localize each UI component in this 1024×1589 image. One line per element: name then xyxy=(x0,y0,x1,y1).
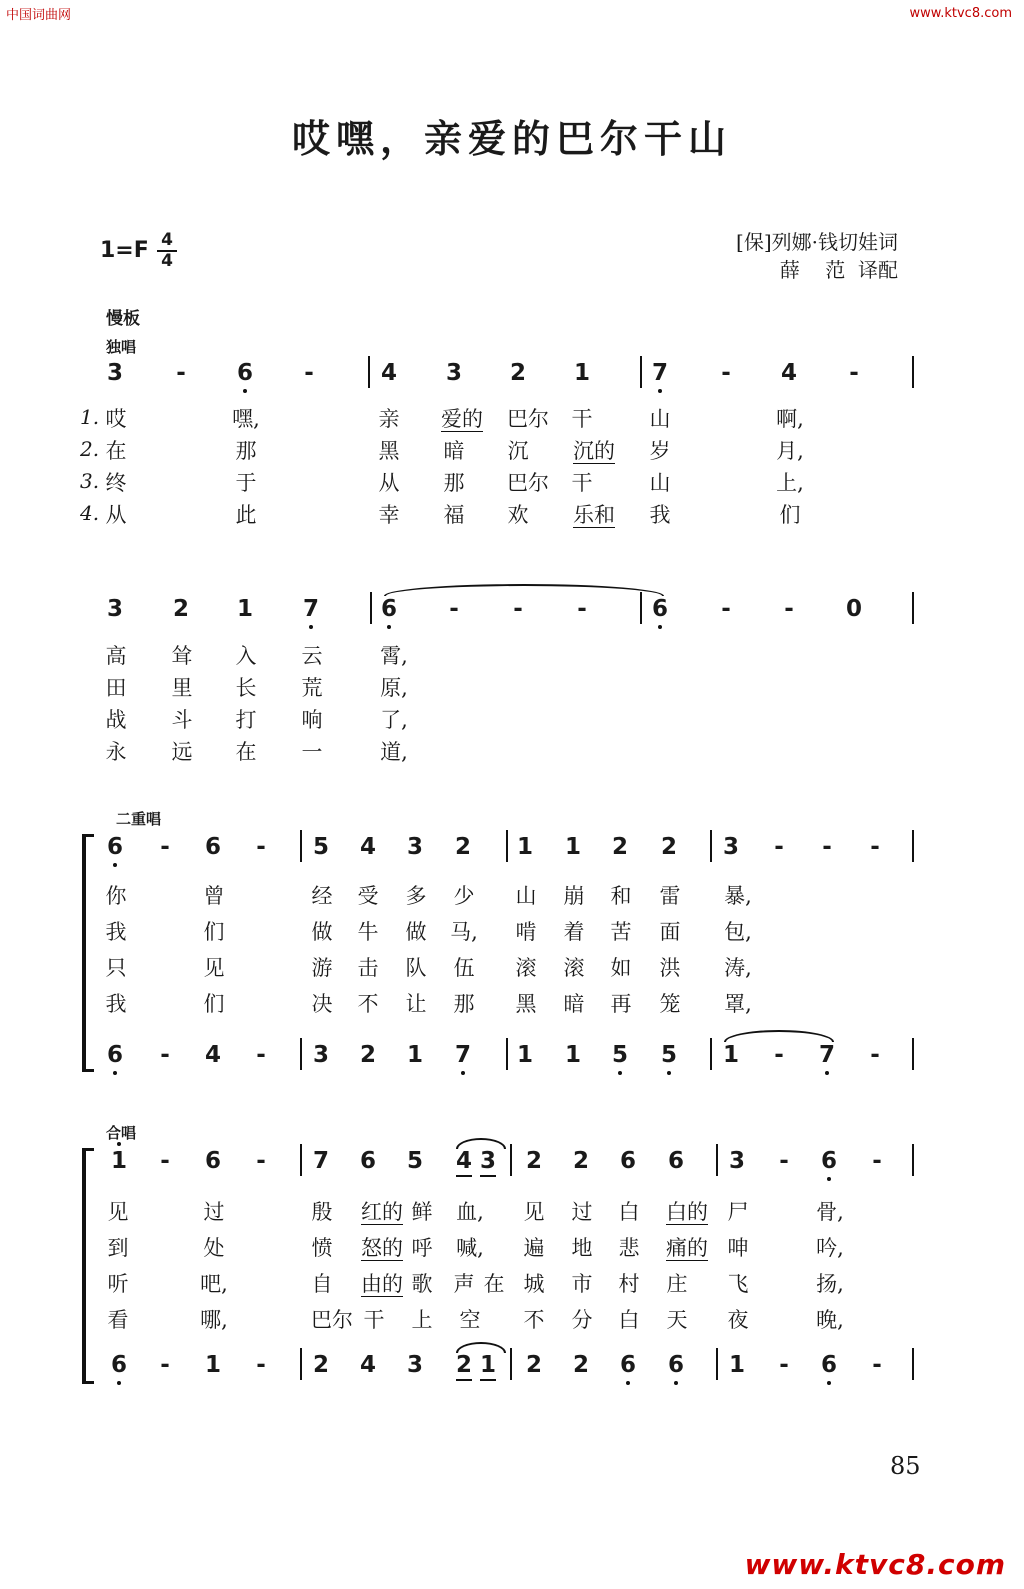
barline xyxy=(912,830,914,862)
note: 3 xyxy=(476,1146,500,1176)
note: 0 xyxy=(845,596,862,622)
barline xyxy=(710,830,712,862)
lyric: 荒 xyxy=(301,676,323,700)
lyric: 城 xyxy=(523,1272,545,1296)
lyric: 尸 xyxy=(727,1200,749,1224)
barline xyxy=(300,1038,302,1070)
barline xyxy=(640,356,642,388)
lyric: 做 xyxy=(311,920,333,944)
lyric: 在 xyxy=(235,740,257,764)
lyric: 面 xyxy=(659,920,681,944)
note: - xyxy=(784,596,794,622)
lyric: 幸 xyxy=(378,503,400,527)
note: 3 xyxy=(406,1352,423,1378)
note: - xyxy=(822,834,832,860)
note: - xyxy=(849,360,859,386)
barline xyxy=(510,1348,512,1380)
barline xyxy=(912,1038,914,1070)
lyric: 们 xyxy=(203,920,225,944)
note: 2 xyxy=(452,1350,476,1380)
note: - xyxy=(513,596,523,622)
lyric: 入 xyxy=(235,644,257,668)
lyric: 吟, xyxy=(816,1236,844,1260)
lyric: 见 xyxy=(107,1200,129,1224)
note: 2 xyxy=(525,1352,542,1378)
lyric: 道, xyxy=(380,740,408,764)
verse-number-2: 2. xyxy=(80,437,100,461)
duet-label: 二重唱 xyxy=(116,810,162,828)
lyric xyxy=(566,437,622,465)
lyric: 自 xyxy=(311,1272,333,1296)
note: - xyxy=(774,834,784,860)
lyric: 了, xyxy=(380,708,408,732)
page-number: 85 xyxy=(890,1452,921,1480)
brace-chorus xyxy=(82,1148,86,1384)
note: 4 xyxy=(780,360,797,386)
verse-number-1: 1. xyxy=(80,405,100,429)
note: 7 xyxy=(814,1040,840,1070)
lyric: 暗 xyxy=(563,992,585,1016)
lyric: 做 xyxy=(405,920,427,944)
lyric-text: 痛的 xyxy=(666,1236,708,1260)
credit-lyricist: [保]列娜·钱切娃词 xyxy=(736,230,898,254)
note: 6 xyxy=(204,1148,221,1174)
lyric: 声 xyxy=(453,1272,475,1296)
chorus-label: 合唱 xyxy=(106,1124,137,1142)
lyric: 扬, xyxy=(816,1272,844,1296)
lyric: 打 xyxy=(235,708,257,732)
lyric: 见 xyxy=(523,1200,545,1224)
lyric: 见 xyxy=(203,956,225,980)
lyric: 哪, xyxy=(200,1308,228,1332)
note: - xyxy=(160,834,170,860)
lyric: 嘿, xyxy=(232,407,260,431)
lyric: 巴尔 xyxy=(311,1308,353,1332)
note: 6 xyxy=(615,1350,641,1380)
lyric: 洪 xyxy=(659,956,681,980)
lyric: 让 xyxy=(405,992,427,1016)
lyric: 那 xyxy=(443,471,465,495)
notation-row-3-upper xyxy=(0,832,1024,862)
lyric: 骨, xyxy=(816,1200,844,1224)
note: 4 xyxy=(359,834,376,860)
notation-row-3-lower xyxy=(0,1040,1024,1070)
notation-row-4-lower xyxy=(0,1350,1024,1380)
barline xyxy=(912,1144,914,1176)
note: 5 xyxy=(312,834,329,860)
barline xyxy=(370,592,372,624)
note: 5 xyxy=(607,1040,633,1070)
lyric: 庄 xyxy=(666,1272,688,1296)
note: 2 xyxy=(525,1148,542,1174)
lyric: 那 xyxy=(235,439,257,463)
lyric: 血, xyxy=(456,1200,484,1224)
lyric xyxy=(659,1234,715,1262)
note: 6 xyxy=(102,1040,128,1070)
note: - xyxy=(721,360,731,386)
lyric: 呻 xyxy=(727,1236,749,1260)
lyric: 包, xyxy=(724,920,752,944)
lyric: 曾 xyxy=(203,884,225,908)
note: 6 xyxy=(106,1350,132,1380)
lyric: 队 xyxy=(405,956,427,980)
lyric: 们 xyxy=(779,503,801,527)
lyric: 岁 xyxy=(649,439,671,463)
note: 6 xyxy=(667,1148,684,1174)
note: 1 xyxy=(204,1352,221,1378)
note: - xyxy=(449,596,459,622)
lyric: 看 xyxy=(107,1308,129,1332)
lyric: 们 xyxy=(203,992,225,1016)
note: 5 xyxy=(406,1148,423,1174)
note: 1 xyxy=(728,1352,745,1378)
note: - xyxy=(160,1352,170,1378)
lyric: 上, xyxy=(776,471,804,495)
note: 3 xyxy=(312,1042,329,1068)
verse-number-4: 4. xyxy=(80,501,100,525)
lyric: 长 xyxy=(235,676,257,700)
lyric: 山 xyxy=(649,471,671,495)
note: 6 xyxy=(619,1148,636,1174)
barline xyxy=(912,592,914,624)
lyric: 伍 xyxy=(453,956,475,980)
lyric: 啃 xyxy=(515,920,537,944)
note: 1 xyxy=(573,360,590,386)
note: 4 xyxy=(359,1352,376,1378)
lyric: 罩, xyxy=(724,992,752,1016)
lyric: 从 xyxy=(105,503,127,527)
lyric: 晚, xyxy=(816,1308,844,1332)
lyric: 白 xyxy=(618,1308,640,1332)
lyric: 你 xyxy=(105,884,127,908)
time-bottom: 4 xyxy=(161,251,173,271)
lyric: 耸 xyxy=(171,644,193,668)
note: 2 xyxy=(660,834,677,860)
lyric xyxy=(566,501,622,529)
note: 2 xyxy=(509,360,526,386)
lyric: 苦 xyxy=(610,920,632,944)
lyric: 涛, xyxy=(724,956,752,980)
notation-row-1 xyxy=(0,358,1024,388)
lyric: 远 xyxy=(171,740,193,764)
lyric: 分 xyxy=(571,1308,593,1332)
lyric: 亲 xyxy=(378,407,400,431)
lyric: 处 xyxy=(203,1236,225,1260)
lyric: 哎 xyxy=(105,407,127,431)
lyric: 沉 xyxy=(507,439,529,463)
solo-label: 独唱 xyxy=(106,338,137,356)
note: 1 xyxy=(516,1042,533,1068)
note: 7 xyxy=(450,1040,476,1070)
lyric: 笼 xyxy=(659,992,681,1016)
lyric: 呼 xyxy=(411,1236,433,1260)
note: - xyxy=(256,1042,266,1068)
note: 3 xyxy=(106,360,123,386)
lyric: 滚 xyxy=(563,956,585,980)
note: - xyxy=(872,1352,882,1378)
lyric: 过 xyxy=(203,1200,225,1224)
note: - xyxy=(872,1148,882,1174)
note: 6 xyxy=(204,834,221,860)
lyric: 经 xyxy=(311,884,333,908)
lyric: 巴尔 xyxy=(507,407,549,431)
lyric: 巴尔 xyxy=(507,471,549,495)
barline xyxy=(300,830,302,862)
lyric: 山 xyxy=(649,407,671,431)
lyric: 决 xyxy=(311,992,333,1016)
lyric: 暴, xyxy=(724,884,752,908)
lyric: 歌 xyxy=(411,1272,433,1296)
lyric: 遍 xyxy=(523,1236,545,1260)
lyric: 少 xyxy=(453,884,475,908)
watermark-site-url: www.ktvc8.com xyxy=(909,6,1012,21)
note: - xyxy=(577,596,587,622)
note: - xyxy=(176,360,186,386)
note: 2 xyxy=(312,1352,329,1378)
lyric: 我 xyxy=(105,920,127,944)
note: 3 xyxy=(445,360,462,386)
lyric: 原, xyxy=(380,676,408,700)
lyric: 击 xyxy=(357,956,379,980)
lyric-text: 怒的 xyxy=(361,1236,403,1260)
barline xyxy=(716,1144,718,1176)
note: 2 xyxy=(611,834,628,860)
lyric: 啊, xyxy=(776,407,804,431)
lyric-text: 沉的 xyxy=(573,439,615,463)
lyric: 霄, xyxy=(380,644,408,668)
lyric: 上 xyxy=(411,1308,433,1332)
key-signature: 1=F xyxy=(100,238,149,263)
lyric: 愤 xyxy=(311,1236,333,1260)
note: 6 xyxy=(663,1350,689,1380)
lyric: 和 xyxy=(610,884,632,908)
lyric: 空 xyxy=(459,1308,481,1332)
lyric: 在 xyxy=(483,1272,505,1296)
lyric: 里 xyxy=(171,676,193,700)
lyric: 崩 xyxy=(563,884,585,908)
lyric: 欢 xyxy=(507,503,529,527)
lyric: 我 xyxy=(649,503,671,527)
lyric: 黑 xyxy=(515,992,537,1016)
lyric: 再 xyxy=(610,992,632,1016)
note: 4 xyxy=(204,1042,221,1068)
note: - xyxy=(779,1148,789,1174)
lyric: 福 xyxy=(443,503,465,527)
note: 1 xyxy=(476,1350,500,1380)
note: - xyxy=(160,1148,170,1174)
lyric: 不 xyxy=(523,1308,545,1332)
barline xyxy=(510,1144,512,1176)
note: 6 xyxy=(232,358,258,388)
note: 6 xyxy=(102,832,128,862)
note: 1 xyxy=(106,1146,132,1176)
lyric: 听 xyxy=(107,1272,129,1296)
lyric: 我 xyxy=(105,992,127,1016)
note: - xyxy=(870,834,880,860)
barline xyxy=(506,1038,508,1070)
note: - xyxy=(774,1042,784,1068)
lyric: 雷 xyxy=(659,884,681,908)
note: 1 xyxy=(516,834,533,860)
note: 7 xyxy=(312,1148,329,1174)
lyric: 牛 xyxy=(357,920,379,944)
note: 4 xyxy=(452,1146,476,1176)
barline xyxy=(368,356,370,388)
note: 2 xyxy=(572,1352,589,1378)
note: - xyxy=(721,596,731,622)
lyric: 干 xyxy=(363,1308,385,1332)
barline xyxy=(506,830,508,862)
lyric: 天 xyxy=(666,1308,688,1332)
lyric: 月, xyxy=(776,439,804,463)
notation-row-4-upper xyxy=(0,1146,1024,1176)
note: 1 xyxy=(722,1042,739,1068)
note: 3 xyxy=(728,1148,745,1174)
lyric: 地 xyxy=(571,1236,593,1260)
lyric-text: 爱的 xyxy=(441,407,483,431)
barline xyxy=(912,356,914,388)
song-title: 哎嘿，亲爱的巴尔干山 xyxy=(291,116,732,161)
lyric: 到 xyxy=(107,1236,129,1260)
lyric: 马, xyxy=(450,920,478,944)
lyric: 黑 xyxy=(378,439,400,463)
note: 2 xyxy=(454,834,471,860)
note: 6 xyxy=(359,1148,376,1174)
note: 3 xyxy=(106,596,123,622)
lyric: 此 xyxy=(235,503,257,527)
lyric: 白 xyxy=(618,1200,640,1224)
lyric: 高 xyxy=(105,644,127,668)
lyric: 多 xyxy=(405,884,427,908)
lyric: 于 xyxy=(235,471,257,495)
lyric-text: 白的 xyxy=(666,1200,708,1224)
credit-translator: 薛 范 译配 xyxy=(779,258,898,282)
lyric: 永 xyxy=(105,740,127,764)
note: - xyxy=(256,1148,266,1174)
note: 6 xyxy=(816,1146,842,1176)
lyric-text: 红的 xyxy=(361,1200,403,1224)
lyric: 干 xyxy=(571,471,593,495)
notation-row-2 xyxy=(0,594,1024,624)
note: 3 xyxy=(406,834,423,860)
lyric: 暗 xyxy=(443,439,465,463)
lyric: 从 xyxy=(378,471,400,495)
note: - xyxy=(256,1352,266,1378)
lyric xyxy=(434,405,490,433)
barline xyxy=(912,1348,914,1380)
lyric: 过 xyxy=(571,1200,593,1224)
lyric: 一 xyxy=(301,740,323,764)
lyric: 山 xyxy=(515,884,537,908)
note: - xyxy=(304,360,314,386)
note: 3 xyxy=(722,834,739,860)
note: - xyxy=(870,1042,880,1068)
time-top: 4 xyxy=(161,230,173,250)
lyric: 如 xyxy=(610,956,632,980)
note: 1 xyxy=(564,834,581,860)
lyric: 战 xyxy=(105,708,127,732)
lyric: 着 xyxy=(563,920,585,944)
lyric-text: 由的 xyxy=(361,1272,403,1296)
brace-duet xyxy=(82,834,86,1072)
barline xyxy=(300,1348,302,1380)
lyric: 市 xyxy=(571,1272,593,1296)
note: 1 xyxy=(406,1042,423,1068)
note: 1 xyxy=(564,1042,581,1068)
lyric: 殷 xyxy=(311,1200,333,1224)
note: 6 xyxy=(376,594,402,624)
lyric: 夜 xyxy=(727,1308,749,1332)
verse-number-3: 3. xyxy=(80,469,100,493)
note: 1 xyxy=(236,596,253,622)
lyric: 斗 xyxy=(171,708,193,732)
lyric: 吧, xyxy=(200,1272,228,1296)
note: - xyxy=(256,834,266,860)
tempo-label: 慢板 xyxy=(106,309,140,329)
lyric: 悲 xyxy=(618,1236,640,1260)
lyric-text: 乐和 xyxy=(573,503,615,527)
lyric: 游 xyxy=(311,956,333,980)
note: 2 xyxy=(359,1042,376,1068)
lyric: 干 xyxy=(571,407,593,431)
note: 2 xyxy=(572,1148,589,1174)
note: 7 xyxy=(647,358,673,388)
note: 4 xyxy=(380,360,397,386)
lyric: 响 xyxy=(301,708,323,732)
lyric: 喊, xyxy=(456,1236,484,1260)
lyric: 不 xyxy=(357,992,379,1016)
watermark-site-name: 中国词曲网 xyxy=(6,8,72,23)
lyric: 受 xyxy=(357,884,379,908)
note: 6 xyxy=(816,1350,842,1380)
note: 7 xyxy=(298,594,324,624)
note: 2 xyxy=(172,596,189,622)
lyric: 滚 xyxy=(515,956,537,980)
note: - xyxy=(160,1042,170,1068)
lyric xyxy=(659,1198,715,1226)
lyric: 村 xyxy=(618,1272,640,1296)
lyric: 那 xyxy=(453,992,475,1016)
note: - xyxy=(779,1352,789,1378)
lyric: 云 xyxy=(301,644,323,668)
lyric: 只 xyxy=(105,956,127,980)
lyric: 飞 xyxy=(727,1272,749,1296)
lyric: 田 xyxy=(105,676,127,700)
barline xyxy=(640,592,642,624)
barline xyxy=(716,1348,718,1380)
note: 5 xyxy=(656,1040,682,1070)
site-logo: www.ktvc8.com xyxy=(744,1548,1006,1581)
lyric: 鲜 xyxy=(411,1200,433,1224)
barline xyxy=(710,1038,712,1070)
lyric: 终 xyxy=(105,471,127,495)
barline xyxy=(300,1144,302,1176)
note: 6 xyxy=(647,594,673,624)
lyric: 在 xyxy=(105,439,127,463)
